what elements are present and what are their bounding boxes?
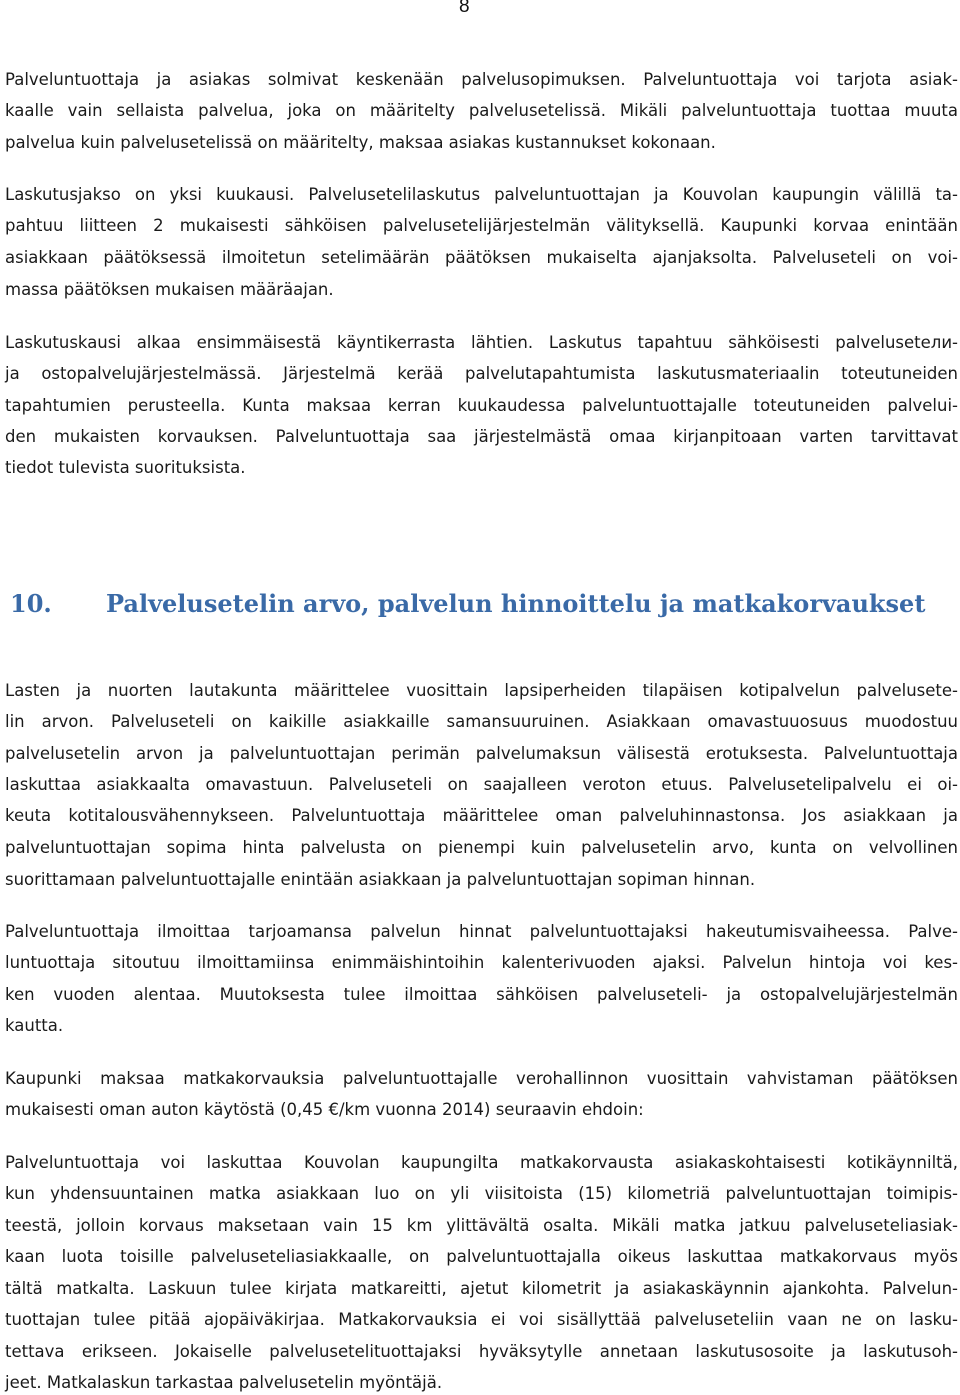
text-line: Lasten ja nuorten lautakunta määrittelee vuosittain lapsiperheiden tilapäisen kotipalvelun palvelusete- [5, 681, 958, 700]
text-line: jeet. Matkalaskun tarkastaa palvelusetelin myöntäjä. [5, 1373, 443, 1392]
text-line: palveluntuottajan sopima hinta palvelusta on pienempi kuin palvelusetelin arvo, kunta on velvollinen [5, 838, 958, 857]
page-number: 8 [459, 0, 470, 17]
text-line: Laskutuskausi alkaa ensimmäisestä käyntikerrasta lähtien. Laskutus tapahtuu sähköisesti palvelusetели- [5, 333, 958, 352]
text-line: kaan luota toisille palveluseteliasiakkaalle, on palveluntuottajalla oikeus laskuttaa matkakorvaus myös [5, 1247, 958, 1266]
text-line: keuta kotitalousvähennykseen. Palveluntuottaja määrittelee oman palveluhinnastonsa. Jos asiakkaan ja [5, 806, 958, 825]
text-line: palvelusetelin arvon ja palveluntuottajan perimän palvelumaksun välisestä erotuksesta. Palveluntuottaja [5, 744, 958, 763]
text-line: suorittamaan palveluntuottajalle enintään asiakkaan ja palveluntuottajan sopiman hinnan. [5, 870, 756, 889]
text-line: mukaisesti oman auton käytöstä (0,45 €/km vuonna 2014) seuraavin ehdoin: [5, 1100, 644, 1119]
text-line: ja ostopalvelujärjestelmässä. Järjestelmä kerää palvelutapahtumista laskutusmateriaalin toteutuneiden [5, 364, 958, 383]
text-line: pahtuu liitteen 2 mukaisesti sähköisen palvelusetelijärjestelmän välityksellä. Kaupunki korvaa enintään [5, 216, 958, 235]
text-line: den mukaisten korvauksen. Palveluntuottaja saa järjestelmästä omaa kirjanpitoaan varten tarvittavat [5, 427, 958, 446]
text-line: Palveluntuottaja ilmoittaa tarjoamansa palvelun hinnat palveluntuottajaksi hakeutumisvaiheessa. Palve- [5, 922, 958, 941]
text-line: tapahtumien perusteella. Kunta maksaa kerran kuukaudessa palveluntuottajalle toteutuneiden palvelui- [5, 396, 958, 415]
section-heading [10, 589, 925, 618]
text-line: Palveluntuottaja voi laskuttaa Kouvolan kaupungilta matkakorvausta asiakaskohtaisesti kotikäynniltä, [5, 1153, 958, 1172]
text-line: tältä matkalta. Laskuun tulee kirjata matkareitti, ajetut kilometrit ja asiakaskäynnin ajankohta. Palvelun- [5, 1279, 958, 1298]
text-line: tiedot tulevista suorituksista. [5, 458, 246, 477]
text-line: Kaupunki maksaa matkakorvauksia palveluntuottajalle verohallinnon vuosittain vahvistaman päätöksen [5, 1069, 958, 1088]
text-line: lin arvon. Palveluseteli on kaikille asiakkaille samansuuruinen. Asiakkaan omavastuuosuus muodostuu [5, 712, 958, 731]
text-line: luntuottaja sitoutuu ilmoittamiinsa enimmäishintoihin kalenterivuoden ajaksi. Palvelun hintoja voi kes- [5, 953, 958, 972]
text-line: laskuttaa asiakkaalta omavastuun. Palveluseteli on saajalleen veroton etuus. Palvelusetelipalvelu ei oi- [5, 775, 958, 794]
section-number: 10. [10, 589, 52, 618]
text-line: tuottajan tulee pitää ajopäiväkirjaa. Matkakorvauksia ei voi sisällyttää palveluseteliin vaan ne on lasku- [5, 1310, 958, 1329]
text-line: kautta. [5, 1016, 64, 1035]
text-line: palvelua kuin palvelusetelissä on määritelty, maksaa asiakas kustannukset kokonaan. [5, 133, 716, 152]
text-line: Palveluntuottaja ja asiakas solmivat keskenään palvelusopimuksen. Palveluntuottaja voi tarjota asiak- [5, 70, 958, 89]
text-line: teestä, jolloin korvaus maksetaan vain 15 km ylittävältä osalta. Mikäli matka jatkuu palveluseteliasiak- [5, 1216, 958, 1235]
section-title: Palvelusetelin arvo, palvelun hinnoittelu ja matkakorvaukset [106, 589, 926, 618]
text-line: tettava erikseen. Jokaiselle palvelusetelituottajaksi hyväksytylle annetaan laskutusosoite ja laskutusoh- [5, 1342, 958, 1361]
text-line: ken vuoden alentaa. Muutoksesta tulee ilmoittaa sähköisen palveluseteli- ja ostopalvelujärjestelmän [5, 985, 958, 1004]
text-line: kaalle vain sellaista palvelua, joka on määritelty palvelusetelissä. Mikäli palveluntuottaja tuottaa muuta [5, 101, 958, 120]
text-line: massa päätöksen mukaisen määräajan. [5, 280, 334, 299]
text-line: asiakkaan päätöksessä ilmoitetun setelimäärän päätöksen mukaiselta ajanjaksolta. Palveluseteli on voi- [5, 248, 958, 267]
text-line: kun yhdensuuntainen matka asiakkaan luo on yli viisitoista (15) kilometriä palveluntuottajan toimipis- [5, 1184, 958, 1203]
text-line: Laskutusjakso on yksi kuukausi. Palvelusetelilaskutus palveluntuottajan ja Kouvolan kaupungin välillä ta- [5, 185, 958, 204]
